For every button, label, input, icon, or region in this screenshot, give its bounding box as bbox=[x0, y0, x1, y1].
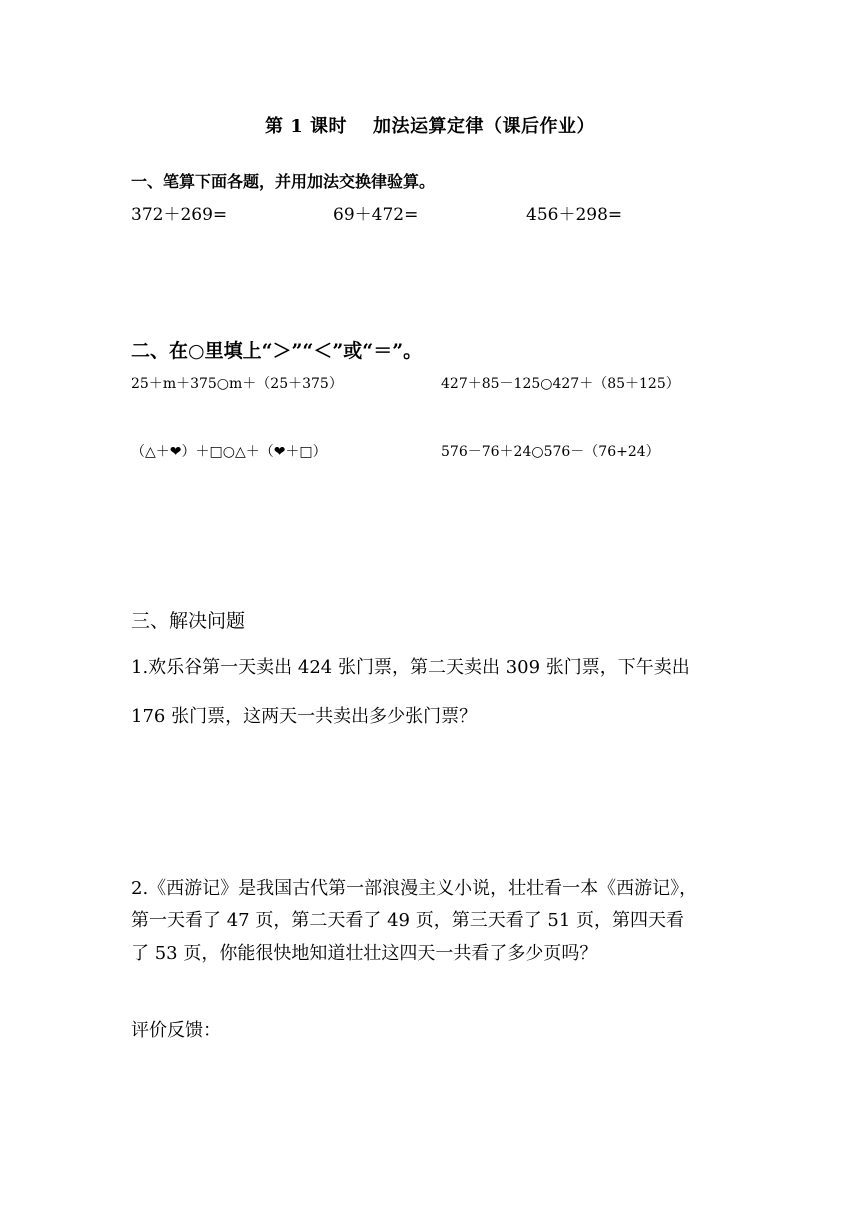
section2-heading: 二、在○里填上“＞”“＜”或“＝”。 bbox=[131, 340, 423, 362]
problem2-line1: 2.《西游记》是我国古代第一部浪漫主义小说，壮壮看一本《西游记》， bbox=[131, 878, 698, 899]
comparison-item-4: 576－76＋24○576－（76+24） bbox=[441, 444, 660, 460]
lesson-number: 第 1 课时 bbox=[264, 116, 348, 137]
page-title bbox=[0, 118, 860, 136]
section3-heading: 三、解决问题 bbox=[131, 610, 246, 632]
comparison-item-1: 25＋m＋375○m＋（25＋375） bbox=[131, 376, 343, 392]
comparison-item-2: 427＋85－125○427＋（85＋125） bbox=[441, 376, 680, 392]
problem1-line1: 1.欢乐谷第一天卖出 424 张门票，第二天卖出 309 张门票，下午卖出 bbox=[131, 657, 690, 678]
section1-heading: 一、笔算下面各题，并用加法交换律验算。 bbox=[131, 172, 436, 191]
feedback-label: 评价反馈： bbox=[131, 1020, 221, 1041]
comparison-item-3: （△＋❤）＋□○△＋（❤＋□） bbox=[131, 444, 327, 460]
lesson-topic: 加法运算定律（课后作业） bbox=[373, 116, 596, 137]
equation-2: 69＋472= bbox=[333, 205, 419, 225]
equation-1: 372＋269= bbox=[131, 205, 228, 225]
equation-3: 456＋298= bbox=[526, 205, 623, 225]
problem2-line3: 了 53 页，你能很快地知道壮壮这四天一共看了多少页吗？ bbox=[131, 943, 598, 964]
problem2-line2: 第一天看了 47 页，第二天看了 49 页，第三天看了 51 页，第四天看 bbox=[131, 910, 685, 931]
problem1-line2: 176 张门票，这两天一共卖出多少张门票？ bbox=[131, 706, 478, 727]
